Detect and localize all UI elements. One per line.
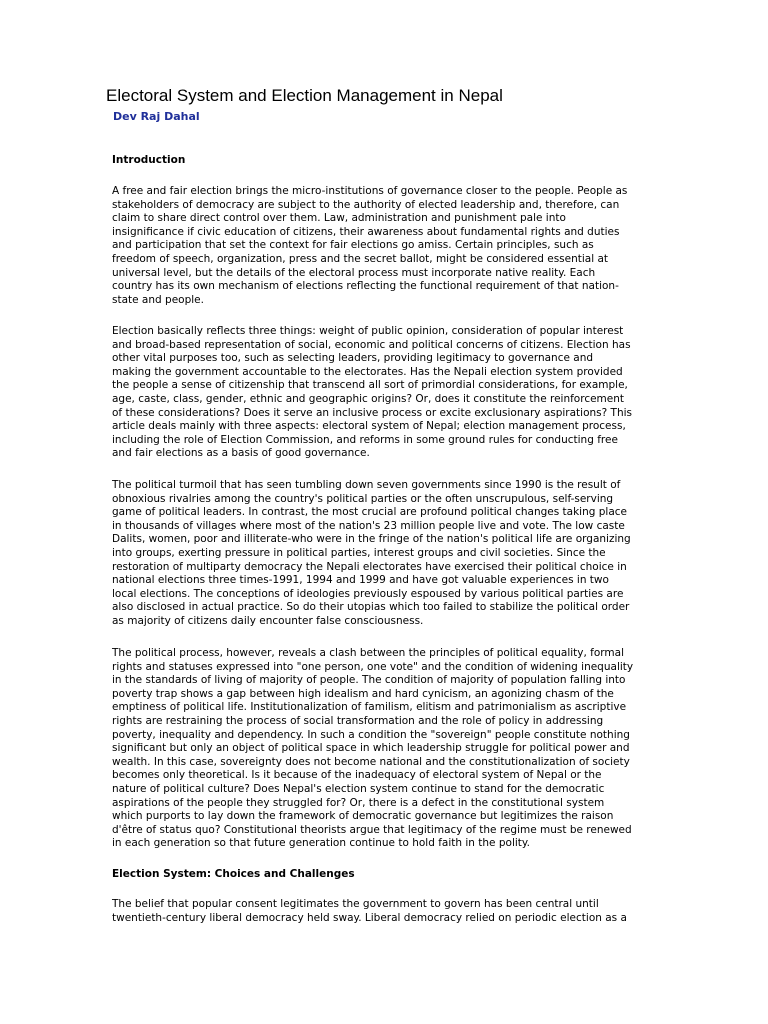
text-line: Dalits, women, poor and illiterate-who were in the fringe of the nation's political life are organizing [112, 533, 631, 546]
text-line: state and people. [112, 293, 204, 306]
paragraph [112, 325, 660, 461]
text-line: also disclosed in actual practice. So do their utopias which too failed to stabilize the political order [112, 601, 630, 614]
text-line: restoration of multiparty democracy the Nepali electorates have exercised their political choice in [112, 560, 627, 573]
paragraph [112, 479, 660, 629]
article-author: Dev Raj Dahal [113, 110, 200, 123]
text-line: Election basically reflects three things: weight of public opinion, consideration of popular interest [112, 325, 624, 337]
text-line: significant but only an object of political space in which leadership struggle for political power and [112, 742, 630, 755]
text-line: including the role of Election Commission, and reforms in some ground rules for conducting free [112, 433, 618, 446]
text-line: twentieth-century liberal democracy held sway. Liberal democracy relied on periodic election as a [112, 911, 627, 924]
text-line: poverty trap shows a gap between high idealism and hard cynicism, an agonizing chasm of the [112, 687, 614, 700]
text-line: obnoxious rivalries among the country's political parties or the often unscrupulous, self-serving [112, 492, 614, 505]
text-line: in the standards of living of majority of people. The condition of majority of population falling into [112, 674, 626, 687]
text-line: rights are restraining the process of social transformation and the role of policy in addressing [112, 714, 604, 727]
text-line: insignificance if civic education of citizens, their awareness about fundamental rights and duties [112, 225, 620, 238]
text-line: national elections three times-1991, 1994 and 1999 and have got valuable experiences in two [112, 574, 609, 587]
text-line: nature of political culture? Does Nepal's election system continue to stand for the democratic [112, 782, 605, 795]
section-heading-introduction: Introduction [112, 154, 186, 166]
text-line: and participation that set the context for fair elections go amiss. Certain principles, such as [112, 239, 594, 252]
text-line: rights and statuses expressed into "one person, one vote" and the condition of widening inequality [112, 660, 634, 673]
text-line: local elections. The conceptions of ideologies previously espoused by various political parties are [112, 587, 624, 600]
text-line: age, caste, class, gender, ethnic and geographic origins? Or, does it constitute the reinforcement [112, 392, 625, 405]
text-line: article deals mainly with three aspects: electoral system of Nepal; election management process, [112, 420, 626, 433]
text-line: The political process, however, reveals a clash between the principles of political equality, formal [112, 647, 625, 659]
text-line: The belief that popular consent legitimates the government to govern has been central until [112, 898, 599, 910]
article-title: Electoral System and Election Management in Nepal [106, 86, 503, 105]
text-line: and broad-based representation of social, economic and political concerns of citizens. Election has [112, 338, 631, 351]
paragraph [112, 185, 660, 307]
text-line: in each generation so that future generation continue to hold faith in the polity. [112, 837, 530, 850]
text-line: universal level, but the details of the electoral process must incorporate native reality. Each [112, 266, 596, 279]
text-line: poverty, inequality and dependency. In such a condition the "sovereign" people constitute nothing [112, 728, 630, 741]
text-line: and fair elections as a basis of good governance. [112, 447, 370, 460]
text-line: emptiness of political life. Institutionalization of familism, elitism and patrimonialism as ascriptive [112, 701, 627, 714]
text-line: in thousands of villages where most of the nation's 23 million people live and vote. The low caste [112, 519, 625, 532]
text-line: claim to share direct control over them. Law, administration and punishment pale into [112, 212, 566, 225]
text-line: The political turmoil that has seen tumbling down seven governments since 1990 is the result of [112, 479, 621, 491]
text-line: wealth. In this case, sovereignty does not become national and the constitutionalization of society [112, 755, 630, 768]
text-line: of these considerations? Does it serve an inclusive process or excite exclusionary aspirations? This [112, 406, 633, 419]
text-line: as majority of citizens daily encounter false consciousness. [112, 614, 424, 627]
text-line: becomes only theoretical. Is it because of the inadequacy of electoral system of Nepal or the [112, 769, 602, 782]
text-line: country has its own mechanism of elections reflecting the functional requirement of that nation- [112, 280, 619, 293]
paragraph [112, 898, 660, 925]
text-line: into groups, exerting pressure in political parties, interest groups and civil societies. Since the [112, 546, 606, 559]
section-heading-election-system: Election System: Choices and Challenges [112, 868, 355, 880]
text-line: other vital purposes too, such as selecting leaders, providing legitimacy to governance and [112, 352, 594, 365]
text-line: making the government accountable to the electorates. Has the Nepali election system provided [112, 365, 623, 378]
text-line: stakeholders of democracy are subject to the authority of elected leadership and, therefore, can [112, 198, 620, 211]
text-line: A free and fair election brings the micro-institutions of governance closer to the people. People as [112, 185, 628, 197]
text-line: the people a sense of citizenship that transcend all sort of primordial considerations, for example, [112, 379, 628, 392]
text-line: d'être of status quo? Constitutional theorists argue that legitimacy of the regime must be renewed [112, 823, 632, 836]
text-line: which purports to lay down the framework of democratic governance but legitimizes the raison [112, 810, 614, 823]
text-line: freedom of speech, organization, press and the secret ballot, might be considered essential at [112, 252, 609, 265]
text-line: game of political leaders. In contrast, the most crucial are profound political changes taking place [112, 506, 627, 519]
text-line: aspirations of the people they struggled for? Or, there is a defect in the constitutional system [112, 796, 605, 809]
paragraph [112, 647, 660, 851]
